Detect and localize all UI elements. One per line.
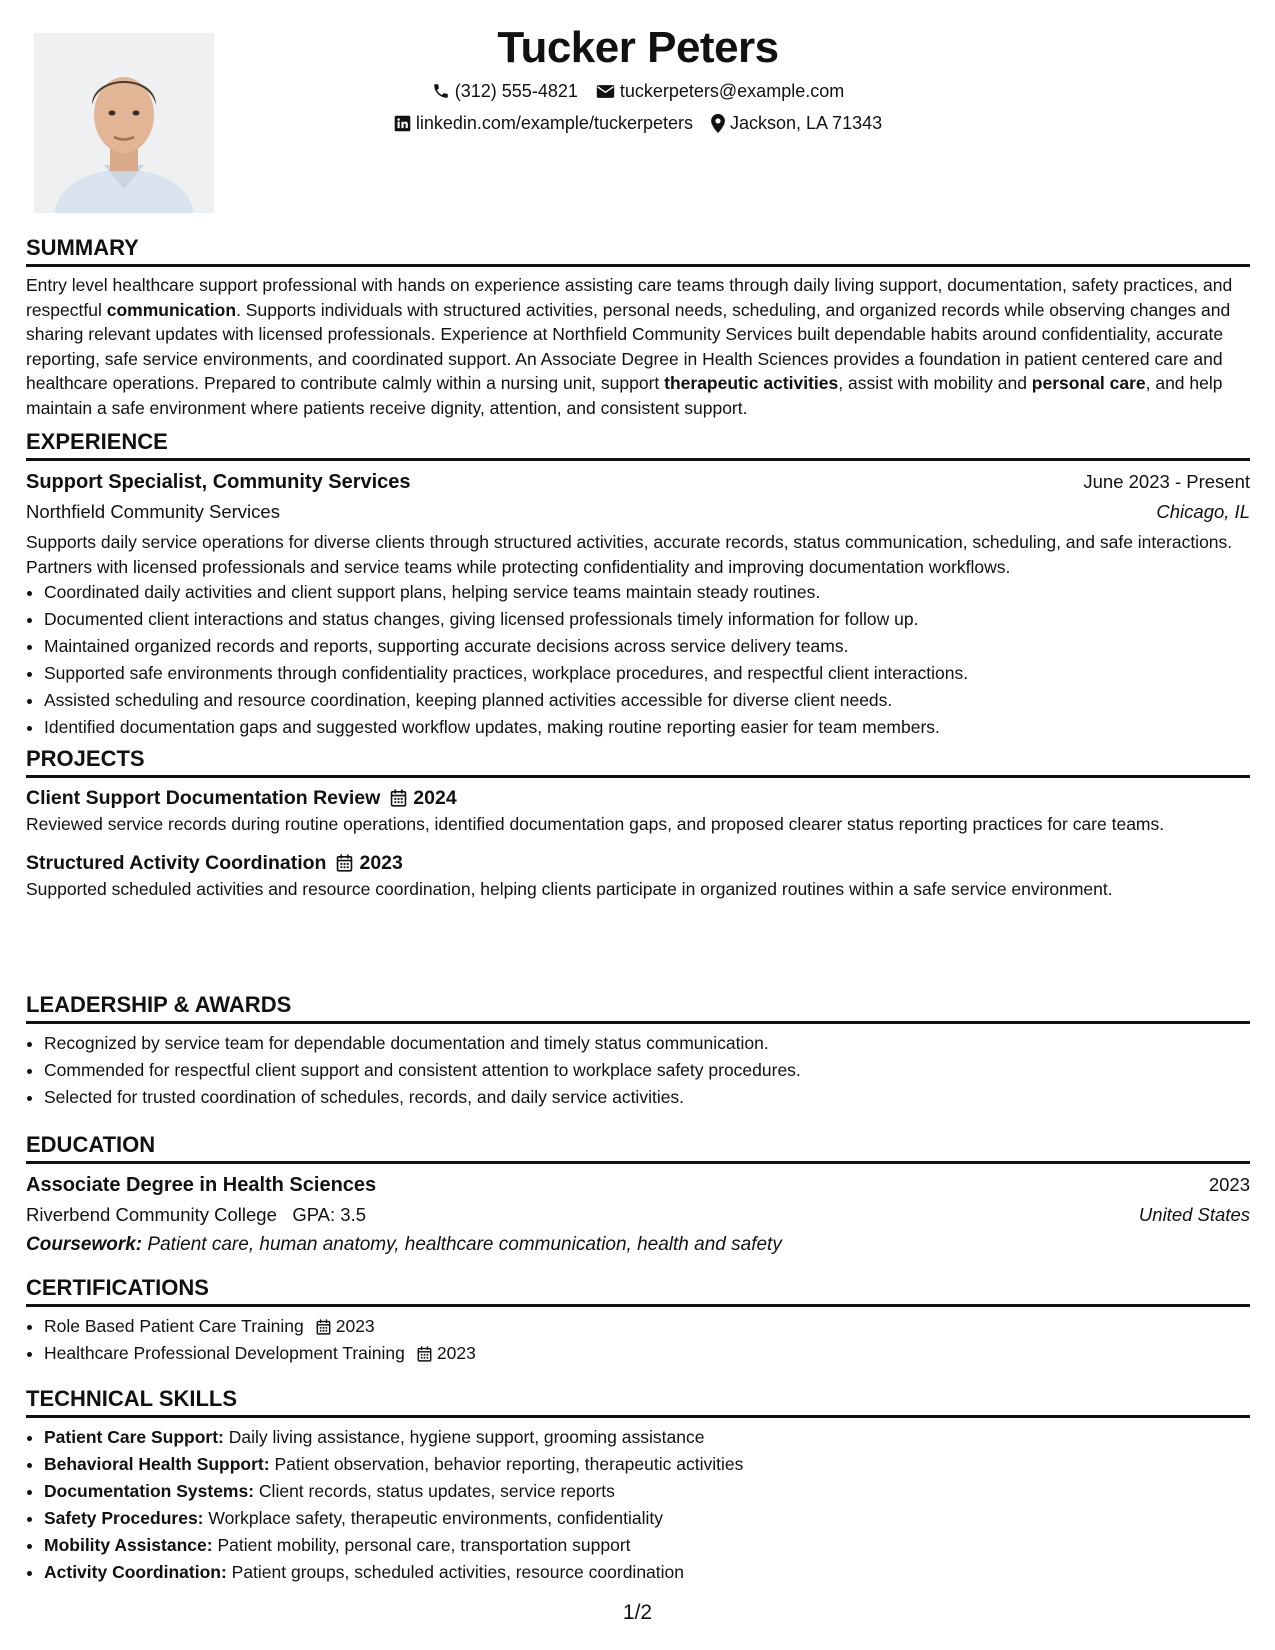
coursework-label: Coursework: [26, 1234, 143, 1255]
section-title: TECHNICAL SKILLS [26, 1385, 1250, 1418]
skill-text: Client records, status updates, service reports [258, 1481, 615, 1501]
job-description: Supports daily service operations for diverse clients through structured activities, accurate records, status communication, scheduling, and safe interactions. Partners with licensed professionals and service teams while protecting confidentiality and improving documentation workflows. [26, 532, 1233, 577]
leadership-section [26, 991, 1250, 1111]
summary-text: Entry level healthcare support professional with hands on experience assisting care teams through daily living support, documentation, safety practices, and respectful communication. Supports individuals with structured activities, personal needs, scheduling, and organized records while observing changes and sharing relevant updates with licensed professionals. Experience at Northfield Community Services built dependable habits around confidentiality, accurate reporting, safe service environments, and coordinated support. An Associate Degree in Health Sciences provides a foundation in patient centered care and healthcare operations. Prepared to contribute calmly within a nursing unit, support therapeutic activities, assist with mobility and personal care, and help maintain a safe environment where patients receive dignity, attention, and consistent support. [26, 275, 1233, 418]
skill-text: Patient observation, behavior reporting, therapeutic activities [274, 1454, 744, 1474]
skill-label: Documentation Systems: [44, 1481, 255, 1501]
list-item: • Commended for respectful client support and consistent attention to workplace safety procedures. [44, 1057, 1250, 1084]
list-item [44, 1559, 1250, 1586]
section-title: LEADERSHIP & AWARDS [26, 991, 1250, 1024]
certifications-list [26, 1313, 1250, 1367]
school-location: United States [1138, 1204, 1250, 1225]
phone-text: (312) 555-4821 [454, 81, 578, 101]
job-subheader [26, 497, 1250, 527]
calendar-icon [390, 789, 407, 807]
project-description: Supported scheduled activities and resource coordination, helping clients participate in organized routines within a safe service environment. [26, 878, 1113, 899]
gpa: GPA: 3.5 [292, 1204, 367, 1225]
list-item [44, 1451, 1250, 1478]
list-item [44, 1340, 1250, 1367]
section-title: EDUCATION [26, 1131, 1250, 1164]
job-bullets [26, 579, 1250, 741]
cert-year: 2023 [417, 1340, 476, 1367]
project-year: 2024 [390, 784, 456, 812]
calendar-icon [336, 854, 353, 872]
skills-list [26, 1424, 1250, 1586]
skill-text: Workplace safety, therapeutic environments, confidentiality [208, 1508, 663, 1528]
job-header [26, 467, 1250, 497]
list-item [44, 1313, 1250, 1340]
email-text: tuckerpeters@example.com [619, 81, 845, 101]
school-line [26, 1200, 366, 1230]
section-title: EXPERIENCE [26, 428, 1250, 461]
linkedin-icon [394, 115, 411, 132]
list-item: • Recognized by service team for dependable documentation and timely status communication. [44, 1030, 1250, 1057]
list-item: • Documented client interactions and status changes, giving licensed professionals timely information for follow up. [44, 606, 1250, 633]
envelope-icon [596, 84, 615, 99]
skill-text: Daily living assistance, hygiene support, grooming assistance [228, 1427, 705, 1447]
phone-icon [432, 82, 450, 100]
list-item: • Maintained organized records and reports, supporting accurate decisions across service delivery teams. [44, 633, 1250, 660]
calendar-icon [316, 1319, 331, 1335]
candidate-name: Tucker Peters [497, 23, 779, 72]
map-pin-icon [711, 114, 725, 133]
job-dates: June 2023 - Present [1083, 471, 1250, 492]
skill-text: Patient mobility, personal care, transportation support [217, 1535, 631, 1555]
contact-line-2 [26, 112, 1250, 134]
skills-section [26, 1385, 1250, 1586]
project-title [26, 784, 1250, 812]
list-item: • Selected for trusted coordination of schedules, records, and daily service activities. [44, 1084, 1250, 1111]
location-text: Jackson, LA 71343 [730, 113, 883, 133]
skill-text: Patient groups, scheduled activities, resource coordination [231, 1562, 684, 1582]
contact-location [711, 112, 882, 134]
list-item: • Coordinated daily activities and client support plans, helping service teams maintain steady routines. [44, 579, 1250, 606]
list-item [44, 1505, 1250, 1532]
project-year: 2023 [336, 849, 402, 877]
section-title: PROJECTS [26, 745, 1250, 778]
projects-section [26, 745, 1250, 901]
degree-subheader [26, 1200, 1250, 1230]
cert-name: • Role Based Patient Care Training [44, 1316, 304, 1336]
skill-label: Behavioral Health Support: [44, 1454, 270, 1474]
contact-linkedin[interactable] [394, 112, 693, 134]
degree-year: 2023 [1208, 1174, 1250, 1195]
certifications-section [26, 1274, 1250, 1367]
project-name: Structured Activity Coordination [26, 851, 327, 874]
leadership-bullets [26, 1030, 1250, 1111]
contact-line-1 [26, 80, 1250, 102]
project-description: Reviewed service records during routine operations, identified documentation gaps, and proposed clearer status reporting practices for care teams. [26, 814, 1165, 834]
list-item [44, 1532, 1250, 1559]
skill-label: Mobility Assistance: [44, 1535, 213, 1555]
page-number: 1/2 [622, 1601, 653, 1624]
contact-email[interactable] [596, 80, 844, 102]
linkedin-text: linkedin.com/example/tuckerpeters [415, 113, 693, 133]
skill-label: Safety Procedures: [44, 1508, 204, 1528]
skill-label: Activity Coordination: [44, 1562, 227, 1582]
school-name: Riverbend Community College [26, 1204, 277, 1225]
list-item [44, 1478, 1250, 1505]
skill-label: Patient Care Support: [44, 1427, 224, 1447]
job-title: Support Specialist, Community Services [26, 471, 411, 493]
list-item: • Assisted scheduling and resource coordination, keeping planned activities accessible for diverse client needs. [44, 687, 1250, 714]
project-title [26, 849, 1250, 877]
list-item: • Supported safe environments through confidentiality practices, workplace procedures, and respectful client interactions. [44, 660, 1250, 687]
summary-section [26, 234, 1250, 420]
coursework-text: Patient care, human anatomy, healthcare communication, health and safety [147, 1234, 782, 1255]
experience-section [26, 428, 1250, 741]
section-title: SUMMARY [26, 234, 1250, 267]
degree-name: Associate Degree in Health Sciences [26, 1174, 377, 1196]
education-section [26, 1131, 1250, 1260]
resume-header [26, 22, 1250, 134]
contact-phone [432, 80, 578, 102]
cert-name: • Healthcare Professional Development Training [44, 1343, 405, 1363]
list-item: • Identified documentation gaps and suggested workflow updates, making routine reporting easier for team members. [44, 714, 1250, 741]
degree-header [26, 1170, 1250, 1200]
calendar-icon [417, 1346, 432, 1362]
job-location: Chicago, IL [1156, 501, 1250, 522]
project-name: Client Support Documentation Review [26, 787, 381, 809]
company-name: Northfield Community Services [26, 501, 280, 522]
list-item [44, 1424, 1250, 1451]
section-title: CERTIFICATIONS [26, 1274, 1250, 1307]
coursework [26, 1230, 1250, 1260]
cert-year: 2023 [316, 1313, 375, 1340]
